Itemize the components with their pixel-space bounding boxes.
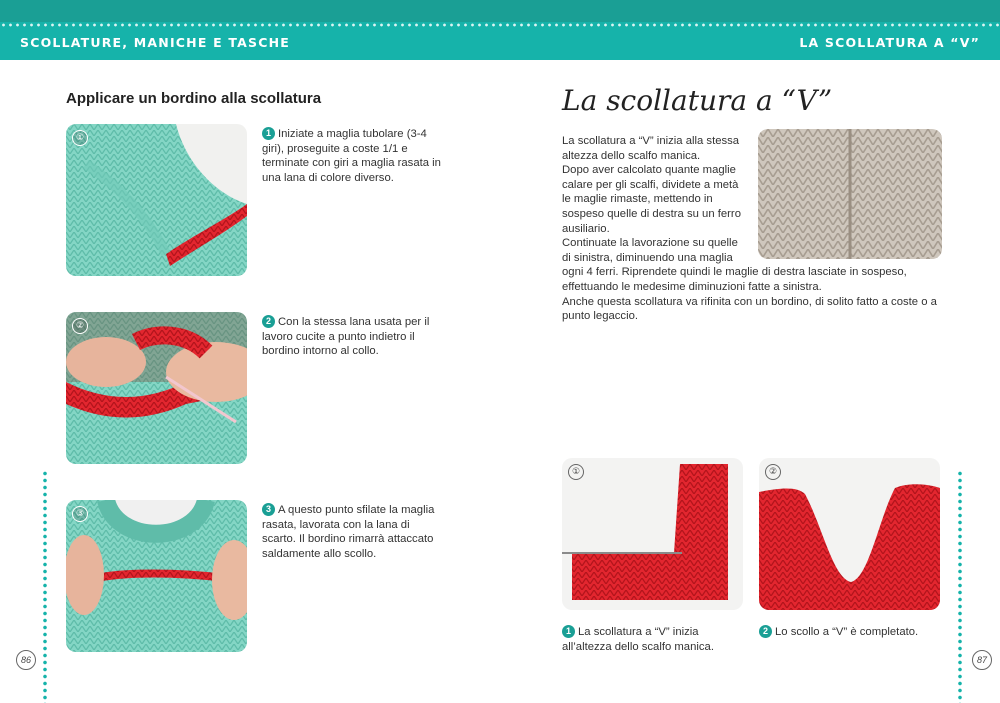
section-title: Applicare un bordino alla scollatura bbox=[66, 90, 322, 107]
paragraph-4: Anche questa scollatura va rifinita con un bordino, di solito fatto a coste o a punto legaccio. bbox=[562, 295, 937, 323]
step-badge: 1 bbox=[262, 127, 275, 140]
photo-number: ① bbox=[72, 130, 88, 146]
knit-image bbox=[66, 124, 247, 276]
photo-step-1 bbox=[66, 124, 247, 276]
red-knit-image bbox=[562, 458, 743, 610]
knit-image bbox=[66, 312, 247, 464]
paragraph-1: La scollatura a “V” inizia alla stessa altezza dello scalfo manica. bbox=[562, 135, 740, 162]
knit-detail-image bbox=[758, 129, 942, 259]
step-2-text: 2 Con la stessa lana usata per il lavoro cucite a punto indietro il bordino intorno al collo. bbox=[262, 316, 430, 358]
body-text bbox=[562, 134, 942, 324]
step-badge: 2 bbox=[262, 315, 275, 328]
knit-image bbox=[66, 500, 247, 652]
photo-step-2 bbox=[66, 312, 247, 464]
page-title: La scollatura a “V” bbox=[562, 84, 833, 117]
paragraph-2: Dopo aver calcolato quante maglie calare per gli scalfi, dividete a metà le maglie rimaste, mettendo in sospeso quelle di destra su un ferro ausiliario. bbox=[562, 164, 741, 235]
caption-2-text: 2 Lo scollo a “V” è completato. bbox=[759, 625, 941, 640]
header-dots bbox=[0, 22, 1000, 28]
page-number-right: 87 bbox=[972, 650, 992, 670]
caption-badge: 1 bbox=[562, 625, 575, 638]
header-section: LA SCOLLATURA A “V” bbox=[799, 35, 980, 50]
photo-detail bbox=[758, 129, 942, 259]
step-1-text: 1 Iniziate a maglia tubolare (3-4 giri), proseguite a coste 1/1 e terminate con giri a maglia rasata in una lana di colore diverso. bbox=[262, 128, 441, 184]
photo-caption-1 bbox=[562, 458, 743, 610]
photo-number: ① bbox=[568, 464, 584, 480]
caption-1-text: 1 La scollatura a “V” inizia all’altezza dello scalfo manica. bbox=[562, 626, 714, 653]
header-bar bbox=[0, 0, 1000, 60]
caption-badge: 2 bbox=[759, 625, 772, 638]
paragraph-3: Continuate la lavorazione su quelle di sinistra, diminuendo una maglia ogni 4 ferri. Riprendete quindi le maglie di destra lasciate in sospeso, effettuando le medesime diminuzioni fatte a sinistra. bbox=[562, 237, 907, 293]
red-knit-image bbox=[759, 458, 940, 610]
step-badge: 3 bbox=[262, 503, 275, 516]
photo-number: ② bbox=[72, 318, 88, 334]
photo-caption-2 bbox=[759, 458, 940, 610]
page-number-left: 86 bbox=[16, 650, 36, 670]
left-margin-dots bbox=[43, 470, 47, 703]
step-3-text: 3 A questo punto sfilate la maglia rasata, lavorata con la lana di scarto. Il bordino rimarrà attaccato saldamente allo scollo. bbox=[262, 504, 435, 560]
photo-number: ② bbox=[765, 464, 781, 480]
photo-step-3 bbox=[66, 500, 247, 652]
header-chapter: SCOLLATURE, MANICHE E TASCHE bbox=[20, 35, 291, 50]
right-margin-dots bbox=[958, 470, 962, 703]
photo-number: ③ bbox=[72, 506, 88, 522]
